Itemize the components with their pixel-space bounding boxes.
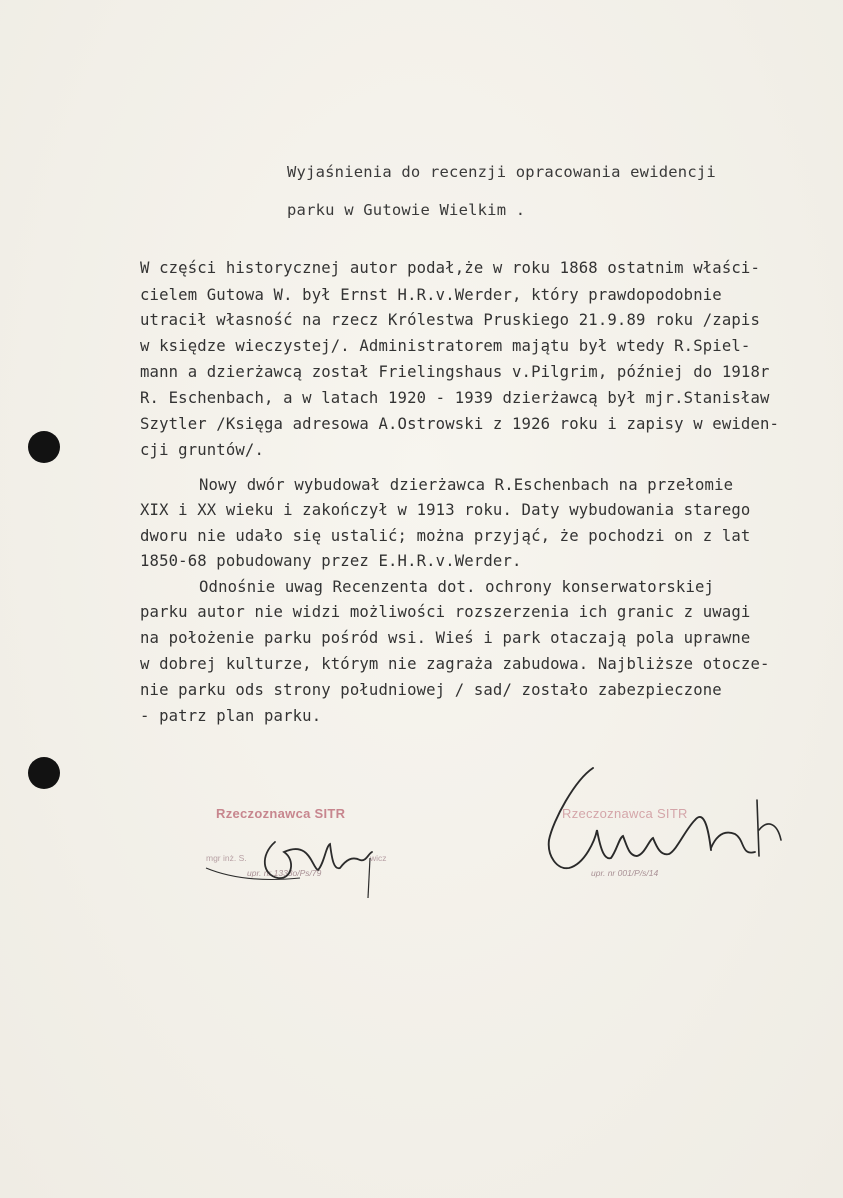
paragraph-1-line-2: cielem Gutowa W. był Ernst H.R.v.Werder, który prawdopodobnie xyxy=(140,286,722,304)
right-stamp-reg: upr. nr 001/P/s/14 xyxy=(591,868,659,878)
left-signature xyxy=(200,820,400,900)
left-stamp-title: Rzeczoznawca SITR xyxy=(216,806,346,821)
paragraph-2-line-3: dworu nie udało się ustalić; można przyjąć, że pochodzi on z lat xyxy=(140,527,751,545)
left-stamp-name-suffix: wicz xyxy=(370,853,387,863)
paragraph-3-line-6: - patrz plan parku. xyxy=(140,707,322,725)
punch-hole-upper xyxy=(28,431,60,463)
left-stamp-name: mgr inż. S. xyxy=(206,853,247,863)
title-line-1: Wyjaśnienia do recenzji opracowania ewidencji xyxy=(287,163,716,181)
paragraph-2-line-1: Nowy dwór wybudował dzierżawca R.Eschenbach na przełomie xyxy=(199,476,734,494)
right-signature xyxy=(545,760,795,890)
paragraph-1-line-6: R. Eschenbach, a w latach 1920 - 1939 dzierżawcą był mjr.Stanisław xyxy=(140,389,770,407)
paragraph-1-line-5: mann a dzierżawcą został Frielingshaus v.Pilgrim, później do 1918r xyxy=(140,363,770,381)
paragraph-1-line-4: w księdze wieczystej/. Administratorem majątu był wtedy R.Spiel- xyxy=(140,337,751,355)
paragraph-2-line-2: XIX i XX wieku i zakończył w 1913 roku. Daty wybudowania starego xyxy=(140,501,751,519)
right-stamp-title: Rzeczoznawca SITR xyxy=(562,806,688,821)
paragraph-1-line-1: W części historycznej autor podał,że w roku 1868 ostatnim właści- xyxy=(140,259,760,277)
paragraph-3-line-1: Odnośnie uwag Recenzenta dot. ochrony konserwatorskiej xyxy=(199,578,715,596)
title-line-2: parku w Gutowie Wielkim . xyxy=(287,201,526,219)
paragraph-2-line-4: 1850-68 pobudowany przez E.H.R.v.Werder. xyxy=(140,552,522,570)
paragraph-3-line-4: w dobrej kulturze, którym nie zagraża zabudowa. Najbliższe otocze- xyxy=(140,655,770,673)
paragraph-3-line-2: parku autor nie widzi możliwości rozszerzenia ich granic z uwagi xyxy=(140,603,751,621)
paragraph-3-line-3: na położenie parku pośród wsi. Wieś i park otaczają pola uprawne xyxy=(140,629,751,647)
paragraph-1-line-3: utracił własność na rzecz Królestwa Pruskiego 21.9.89 roku /zapis xyxy=(140,311,760,329)
paragraph-3-line-5: nie parku ods strony południowej / sad/ zostało zabezpieczone xyxy=(140,681,722,699)
paragraph-1-line-7: Szytler /Księga adresowa A.Ostrowski z 1926 roku i zapisy w ewiden- xyxy=(140,415,780,433)
left-stamp-reg: upr. nr 1333o/Ps/79 xyxy=(247,868,322,878)
paragraph-1-line-8: cji gruntów/. xyxy=(140,441,264,459)
punch-hole-lower xyxy=(28,757,60,789)
